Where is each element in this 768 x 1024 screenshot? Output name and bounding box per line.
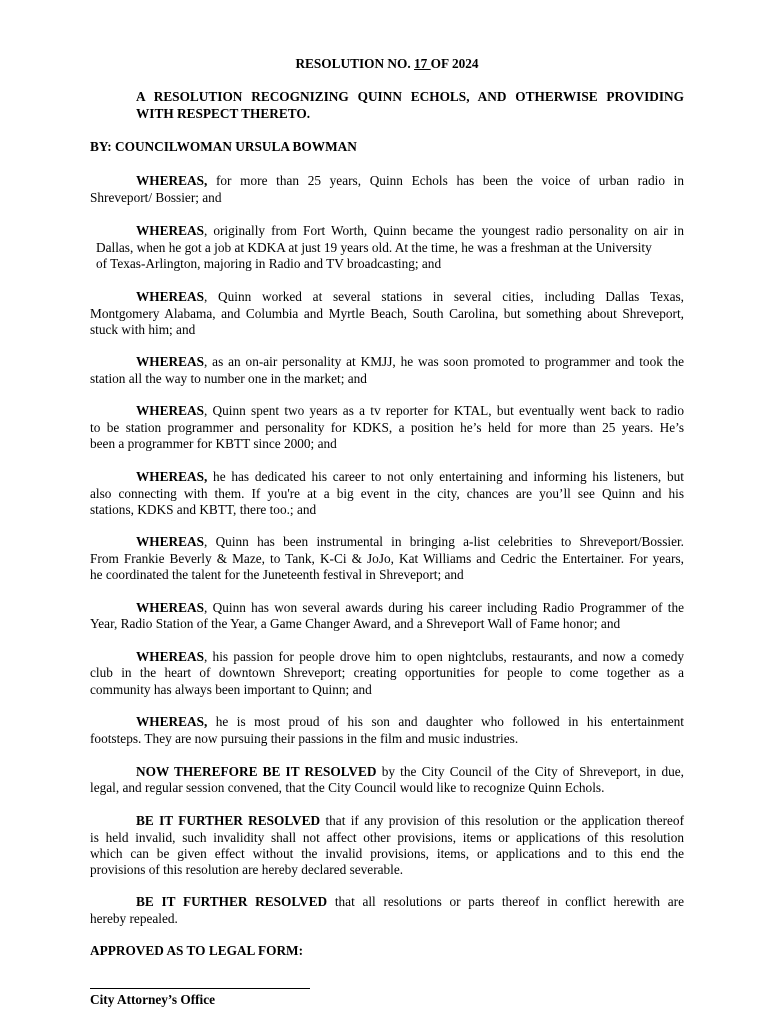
- paragraph-line: WHEREAS, Quinn has been instrumental in bringing a-list celebrities to Shreveport/Bossier.: [136, 534, 684, 549]
- paragraph-line: station all the way to number one in the market; and: [90, 371, 367, 386]
- paragraph-line: WHEREAS, Quinn has won several awards during his career including Radio Programmer of the: [136, 600, 684, 615]
- paragraph-line: which can be given effect without the invalid provisions, items, or applications and to this end the: [90, 846, 684, 861]
- paragraph-line: club in the heart of downtown Shreveport; creating opportunities for people to come together as a: [90, 665, 684, 680]
- paragraph-line: hereby repealed.: [90, 911, 178, 926]
- paragraph-line: is held invalid, such invalidity shall not affect other provisions, items or applications of this resolution: [90, 830, 684, 845]
- paragraph-line: WHEREAS, as an on-air personality at KMJJ, he was soon promoted to programmer and took the: [136, 354, 684, 369]
- further-resolved-paragraph-line: BE IT FURTHER RESOLVED that if any provision of this resolution or the application thereof: [136, 813, 685, 828]
- resolution-document: [90, 0, 684, 1024]
- paragraph-line: WHEREAS, he has dedicated his career to not only entertaining and informing his listeners, but: [136, 469, 684, 484]
- resolution-subject-line-2: WITH RESPECT THERETO.: [136, 106, 311, 121]
- paragraph-line: From Frankie Beverly & Maze, to Tank, K-Ci & JoJo, Kat Williams and Cedric the Entertainer. For years,: [90, 551, 684, 566]
- paragraph-line: provisions of this resolution are hereby declared severable.: [90, 862, 404, 877]
- resolved-paragraph-line: NOW THEREFORE BE IT RESOLVED by the City Council of the City of Shreveport, in due,: [136, 764, 684, 779]
- resolution-subject-line-1: A RESOLUTION RECOGNIZING QUINN ECHOLS, AND OTHERWISE PROVIDING: [136, 89, 684, 104]
- paragraph-line: been a programmer for KBTT since 2000; and: [90, 436, 337, 451]
- resolution-number-line: RESOLUTION NO. 17 OF 2024: [295, 56, 479, 71]
- paragraph-line: Dallas, when he got a job at KDKA at just 19 years old. At the time, he was a freshman at the University: [96, 240, 652, 255]
- approval-heading: APPROVED AS TO LEGAL FORM:: [90, 943, 304, 958]
- paragraph-line: community has always been important to Quinn; and: [90, 682, 372, 697]
- signature-line: [90, 988, 310, 989]
- paragraph-line: Montgomery Alabama, and Columbia and Myrtle Beach, South Carolina, but something about Shreveport,: [90, 306, 684, 321]
- city-attorney-office-label: City Attorney’s Office: [90, 992, 216, 1007]
- paragraph-line: footsteps. They are now pursuing their passions in the film and music industries.: [90, 731, 519, 746]
- paragraph-line: WHEREAS, for more than 25 years, Quinn Echols has been the voice of urban radio in: [136, 173, 684, 188]
- paragraph-line: WHEREAS, he is most proud of his son and daughter who followed in his entertainment: [136, 714, 684, 729]
- paragraph-line: WHEREAS, Quinn worked at several stations in several cities, including Dallas Texas,: [136, 289, 684, 304]
- paragraph-line: WHEREAS, Quinn spent two years as a tv reporter for KTAL, but eventually went back to radio: [136, 403, 684, 418]
- paragraph-line: Shreveport/ Bossier; and: [90, 190, 222, 205]
- paragraph-line: to be station programmer and personality for KDKS, a position he’s held for more than 25 years. He’s: [90, 420, 684, 435]
- paragraph-line: also connecting with them. If you're at a big event in the city, chances are you’ll see Quinn and his: [90, 486, 684, 501]
- paragraph-line: stations, KDKS and KBTT, there too.; and: [90, 502, 317, 517]
- paragraph-line: legal, and regular session convened, that the City Council would like to recognize Quinn Echols.: [90, 780, 605, 795]
- paragraph-line: WHEREAS, his passion for people drove him to open nightclubs, restaurants, and now a comedy: [136, 649, 684, 664]
- further-resolved-paragraph-line: BE IT FURTHER RESOLVED that all resolutions or parts thereof in conflict herewith are: [136, 894, 684, 909]
- paragraph-line: Year, Radio Station of the Year, a Game Changer Award, and a Shreveport Wall of Fame honor; and: [90, 616, 621, 631]
- paragraph-line: he coordinated the talent for the Juneteenth festival in Shreveport; and: [90, 567, 464, 582]
- paragraph-line: of Texas-Arlington, majoring in Radio and TV broadcasting; and: [96, 256, 442, 271]
- paragraph-line: stuck with him; and: [90, 322, 196, 337]
- sponsor-line: BY: COUNCILWOMAN URSULA BOWMAN: [90, 139, 357, 154]
- paragraph-line: WHEREAS, originally from Fort Worth, Quinn became the youngest radio personality on air in: [136, 223, 684, 238]
